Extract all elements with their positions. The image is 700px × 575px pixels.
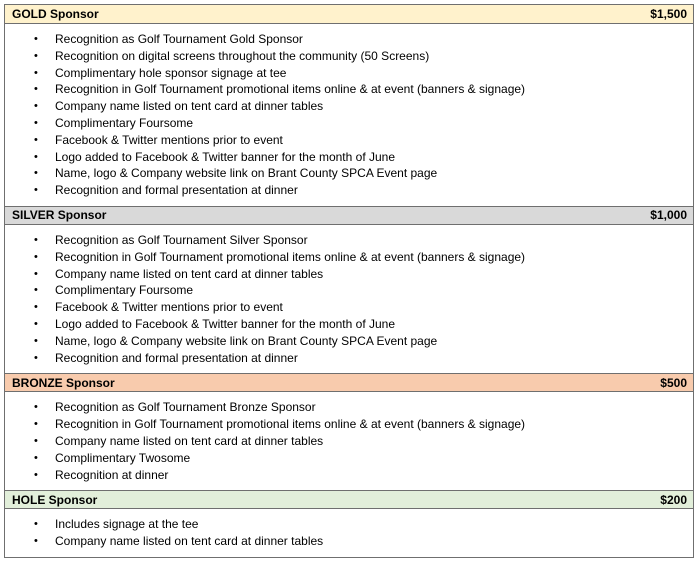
list-item	[5, 232, 693, 249]
list-item	[5, 433, 693, 450]
list-item	[5, 249, 693, 266]
benefit-text: Company name listed on tent card at dinner tables	[55, 534, 324, 549]
tier-benefits	[5, 392, 693, 490]
list-item	[5, 467, 693, 484]
benefit-text: Recognition on digital screens throughout the community (50 Screens)	[55, 48, 430, 63]
bullet-icon: •	[34, 100, 38, 113]
tier-header	[5, 373, 693, 392]
tier-name: GOLD Sponsor	[12, 7, 99, 21]
benefit-text: Recognition at dinner	[55, 467, 169, 482]
bullet-icon: •	[34, 150, 38, 163]
list-item	[5, 299, 693, 316]
list-item	[5, 350, 693, 367]
bullet-icon: •	[34, 250, 38, 263]
list-item	[5, 533, 693, 550]
benefit-text: Recognition in Golf Tournament promotional items online & at event (banners & signage)	[55, 249, 526, 264]
benefit-text: Recognition in Golf Tournament promotional items online & at event (banners & signage)	[55, 82, 526, 97]
benefit-text: Name, logo & Company website link on Brant County SPCA Event page	[55, 166, 438, 181]
benefit-text: Logo added to Facebook & Twitter banner for the month of June	[55, 149, 396, 164]
bullet-icon: •	[34, 133, 38, 146]
bullet-icon: •	[34, 83, 38, 96]
list-item	[5, 132, 693, 149]
tier-price: $1,500	[650, 7, 687, 21]
bullet-icon: •	[34, 401, 38, 414]
tier-benefits	[5, 24, 693, 206]
list-item	[5, 165, 693, 182]
bullet-icon: •	[34, 284, 38, 297]
list-item	[5, 31, 693, 48]
bullet-icon: •	[34, 351, 38, 364]
tier-header	[5, 490, 693, 509]
bullet-icon: •	[34, 116, 38, 129]
benefit-text: Company name listed on tent card at dinner tables	[55, 433, 324, 448]
bullet-icon: •	[34, 468, 38, 481]
list-item	[5, 48, 693, 65]
tier-header	[5, 5, 693, 24]
bullet-icon: •	[34, 267, 38, 280]
benefit-text: Logo added to Facebook & Twitter banner for the month of June	[55, 316, 396, 331]
list-item	[5, 399, 693, 416]
benefit-text: Complimentary Foursome	[55, 283, 194, 298]
tier-price: $500	[660, 375, 687, 390]
tier-name: HOLE Sponsor	[12, 492, 98, 507]
benefit-text: Name, logo & Company website link on Brant County SPCA Event page	[55, 333, 438, 348]
benefit-list	[5, 399, 693, 483]
list-item	[5, 333, 693, 350]
bullet-icon: •	[34, 434, 38, 447]
benefit-list	[5, 516, 693, 550]
tier-benefits	[5, 225, 693, 373]
tier-name: SILVER Sponsor	[12, 208, 107, 223]
list-item	[5, 115, 693, 132]
benefit-text: Complimentary Twosome	[55, 450, 191, 465]
bullet-icon: •	[34, 518, 38, 531]
benefit-text: Recognition in Golf Tournament promotional items online & at event (banners & signage)	[55, 417, 526, 432]
bullet-icon: •	[34, 301, 38, 314]
benefit-text: Recognition as Golf Tournament Gold Sponsor	[55, 32, 303, 46]
benefit-text: Includes signage at the tee	[55, 517, 199, 532]
list-item	[5, 282, 693, 299]
tier-price: $1,000	[650, 208, 687, 223]
bullet-icon: •	[34, 535, 38, 548]
list-item	[5, 416, 693, 433]
list-item	[5, 65, 693, 82]
benefit-text: Facebook & Twitter mentions prior to event	[55, 300, 283, 315]
tier-header	[5, 206, 693, 225]
list-item	[5, 182, 693, 199]
benefit-text: Recognition and formal presentation at dinner	[55, 350, 298, 365]
bullet-icon: •	[34, 167, 38, 180]
list-item	[5, 98, 693, 115]
tier-price: $200	[660, 492, 687, 507]
benefit-list	[5, 31, 693, 199]
list-item	[5, 516, 693, 533]
bullet-icon: •	[34, 451, 38, 464]
bullet-icon: •	[34, 317, 38, 330]
list-item	[5, 81, 693, 98]
bullet-icon: •	[34, 418, 38, 431]
sponsorship-table	[4, 4, 694, 558]
benefit-text: Recognition and formal presentation at dinner	[55, 183, 298, 198]
bullet-icon: •	[34, 66, 38, 79]
benefit-list	[5, 232, 693, 366]
tier-benefits	[5, 509, 693, 557]
bullet-icon: •	[34, 334, 38, 347]
benefit-text: Complimentary hole sponsor signage at tee	[55, 65, 287, 80]
tier-name: BRONZE Sponsor	[12, 375, 115, 390]
benefit-text: Company name listed on tent card at dinner tables	[55, 266, 324, 281]
benefit-text: Company name listed on tent card at dinner tables	[55, 99, 324, 114]
list-item	[5, 316, 693, 333]
benefit-text: Complimentary Foursome	[55, 115, 194, 130]
benefit-text: Recognition as Golf Tournament Bronze Sponsor	[55, 400, 316, 415]
bullet-icon: •	[34, 49, 38, 62]
benefit-text: Recognition as Golf Tournament Silver Sponsor	[55, 232, 308, 247]
list-item	[5, 149, 693, 166]
bullet-icon: •	[34, 233, 38, 246]
benefit-text: Facebook & Twitter mentions prior to event	[55, 132, 283, 147]
list-item	[5, 450, 693, 467]
bullet-icon: •	[34, 184, 38, 197]
list-item	[5, 266, 693, 283]
bullet-icon: •	[34, 33, 38, 45]
